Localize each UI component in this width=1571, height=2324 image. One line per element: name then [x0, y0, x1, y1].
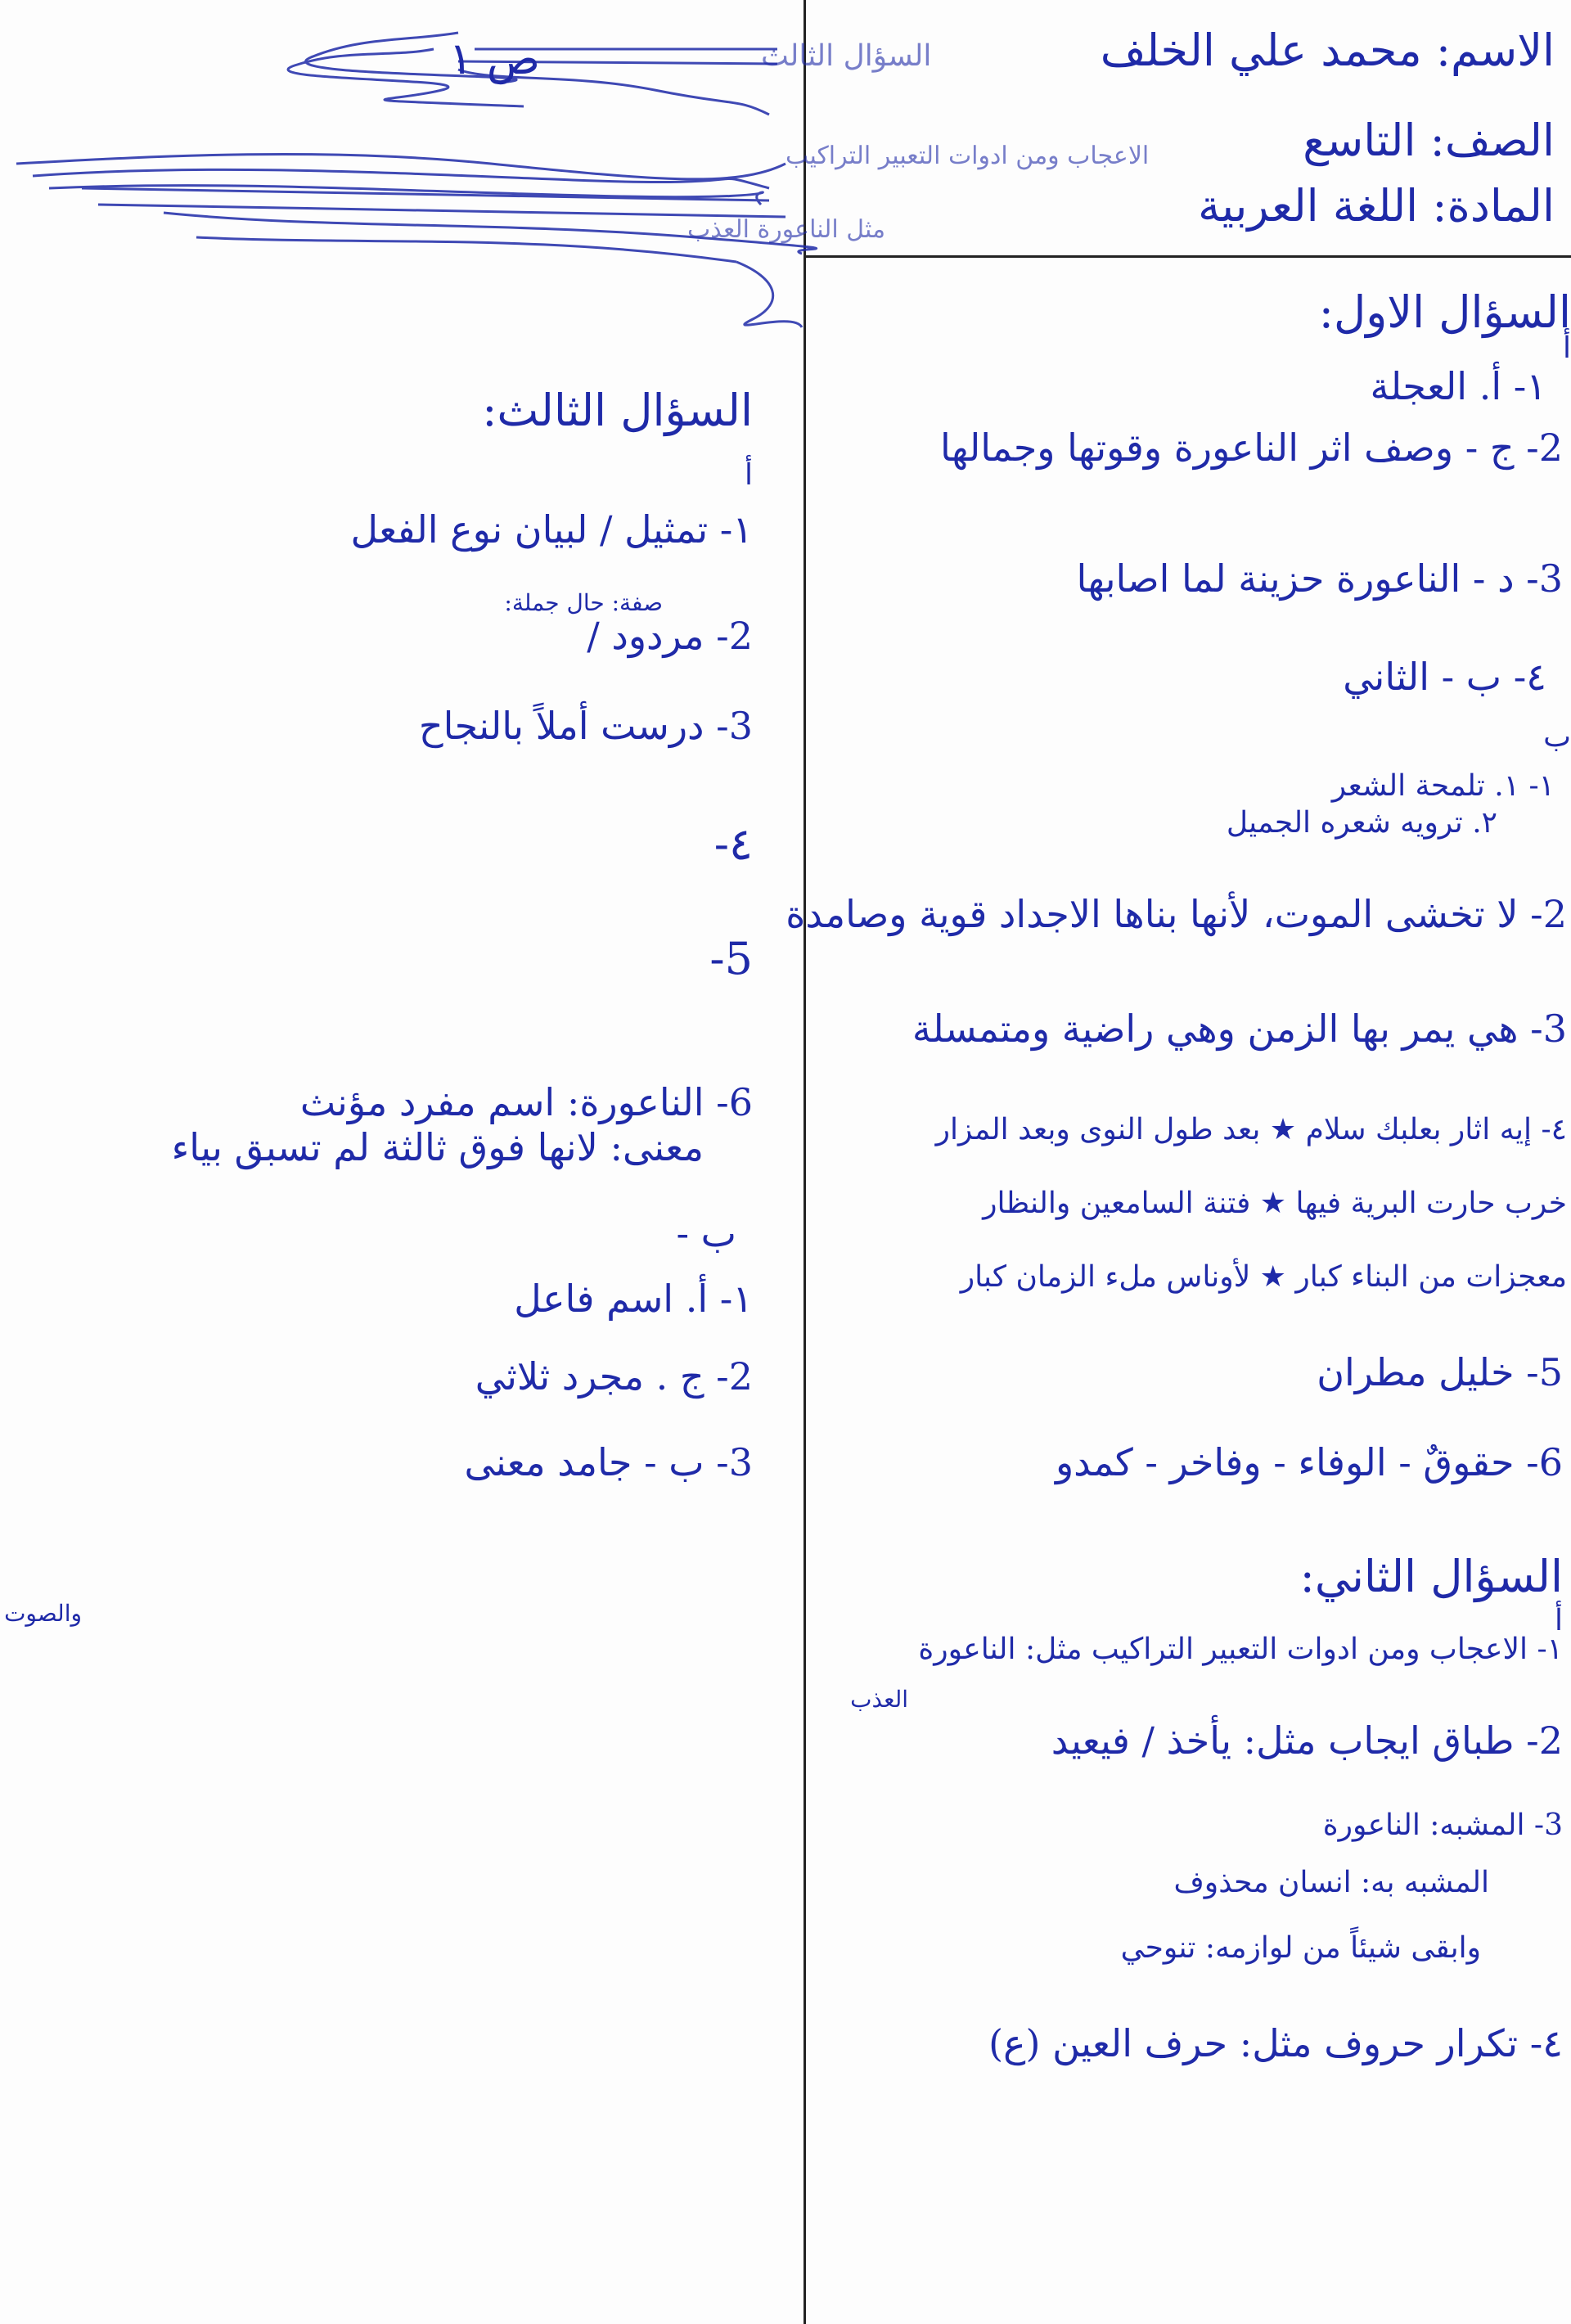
q3-b1: ١- أ. اسم فاعل — [514, 1277, 753, 1321]
q3-part-b-label: ب - — [676, 1211, 736, 1255]
subject: المادة: اللغة العربية — [1198, 180, 1555, 232]
q1-a3: 3- د - الناعورة حزينة لما اصابها — [1076, 556, 1563, 601]
q1-b4-line3: معجزات من البناء كبار ★ لأوناس ملء الزمان كبار — [960, 1260, 1567, 1294]
header-divider — [804, 255, 1571, 258]
q2-title: السؤال الثاني: — [1299, 1551, 1563, 1602]
q1-title: السؤال الاول: — [1318, 286, 1571, 338]
q2-a4: ٤- تكرار حروف مثل: حرف العين (ع) — [988, 2021, 1563, 2065]
q2-a1-cont: العذب — [850, 1686, 908, 1713]
grade: الصف: التاسع — [1303, 115, 1555, 166]
q1-b1-line2: ٢. ترويه شعره الجميل — [1226, 806, 1497, 840]
q3-a6-line2: معنى: لانها فوق ثالثة لم تسبق بياء — [171, 1125, 704, 1169]
q2-a3-line1: 3- المشبه: الناعورة — [1322, 1808, 1563, 1842]
crossed-text-2: الاعجاب ومن ادوات التعبير التراكيب — [786, 142, 1150, 170]
q2-a2: 2- طباق ايجاب مثل: يأخذ / فيعيد — [1051, 1718, 1563, 1763]
q3-a4: ٤- — [713, 818, 753, 870]
q1-b1-line1: ١- ١. تلمحة الشعر — [1331, 769, 1555, 803]
q1-part-b-label: ب — [1543, 720, 1571, 754]
q3-b2: 2- ج . مجرد ثلاثي — [475, 1354, 753, 1398]
q1-b5: 5- خليل مطران — [1317, 1350, 1563, 1394]
q2-part-a-label: أ — [1554, 1604, 1563, 1637]
q1-a4: ٤- ب - الثاني — [1343, 655, 1546, 699]
q3-b3: 3- ب - جامد معنى — [464, 1440, 753, 1484]
q1-a2: 2- ج - وصف اثر الناعورة وقوتها وجمالها — [940, 426, 1563, 470]
q1-a1: ١- أ. العجلة — [1370, 364, 1546, 408]
crossed-text-3: مثل الناعورة العذب — [687, 215, 886, 244]
q3-a1: ١- تمثيل / لبيان نوع الفعل — [350, 507, 753, 552]
q3-part-a-label: أ — [744, 458, 753, 492]
q3-a3: 3- درست أملاً بالنجاح — [418, 704, 753, 748]
q3-a5: 5- — [709, 933, 753, 984]
crossed-out-scribble — [0, 0, 1150, 344]
q1-part-a-label: أ — [1562, 331, 1571, 365]
q1-b6: 6- حقوقٌ - الوفاء - وفاخر - كمدو — [1055, 1440, 1563, 1484]
q3-a2-note: صفة: حال جملة: — [504, 589, 663, 616]
student-name: الاسم: محمد علي الخلف — [1100, 25, 1555, 76]
page-number: ص ١ — [448, 33, 540, 84]
q1-b4-line2: خرب حارت البرية فيها ★ فتنة السامعين والنظار — [983, 1187, 1567, 1220]
q2-a1: ١- الاعجاب ومن ادوات التعبير التراكيب مثل: الناعورة — [918, 1633, 1563, 1666]
q3-a2: 2- مردود / — [587, 614, 753, 658]
crossed-text-1: السؤال الثالث — [761, 39, 932, 73]
q3-a6-line1: 6- الناعورة: اسم مفرد مؤنث — [299, 1080, 753, 1124]
vertical-divider — [804, 0, 806, 2324]
q2-a1-note: والصوت — [4, 1600, 82, 1627]
q1-b2: 2- لا تخشى الموت، لأنها بناها الاجداد قوية وصامدة — [786, 892, 1567, 936]
q2-a3-line2: المشبه به: انسان محذوف — [1173, 1866, 1489, 1899]
q1-b3: 3- هي يمر بها الزمن وهي راضية ومتمسلة — [912, 1007, 1567, 1051]
q3-title: السؤال الثالث: — [482, 385, 753, 436]
q1-b4-line1: ٤- إيه اثار بعلبك سلام ★ بعد طول النوى وبعد المزار — [935, 1113, 1567, 1146]
q2-a3-line3: وابقى شيئاً من لوازمه: تنوحي — [1120, 1931, 1481, 1965]
